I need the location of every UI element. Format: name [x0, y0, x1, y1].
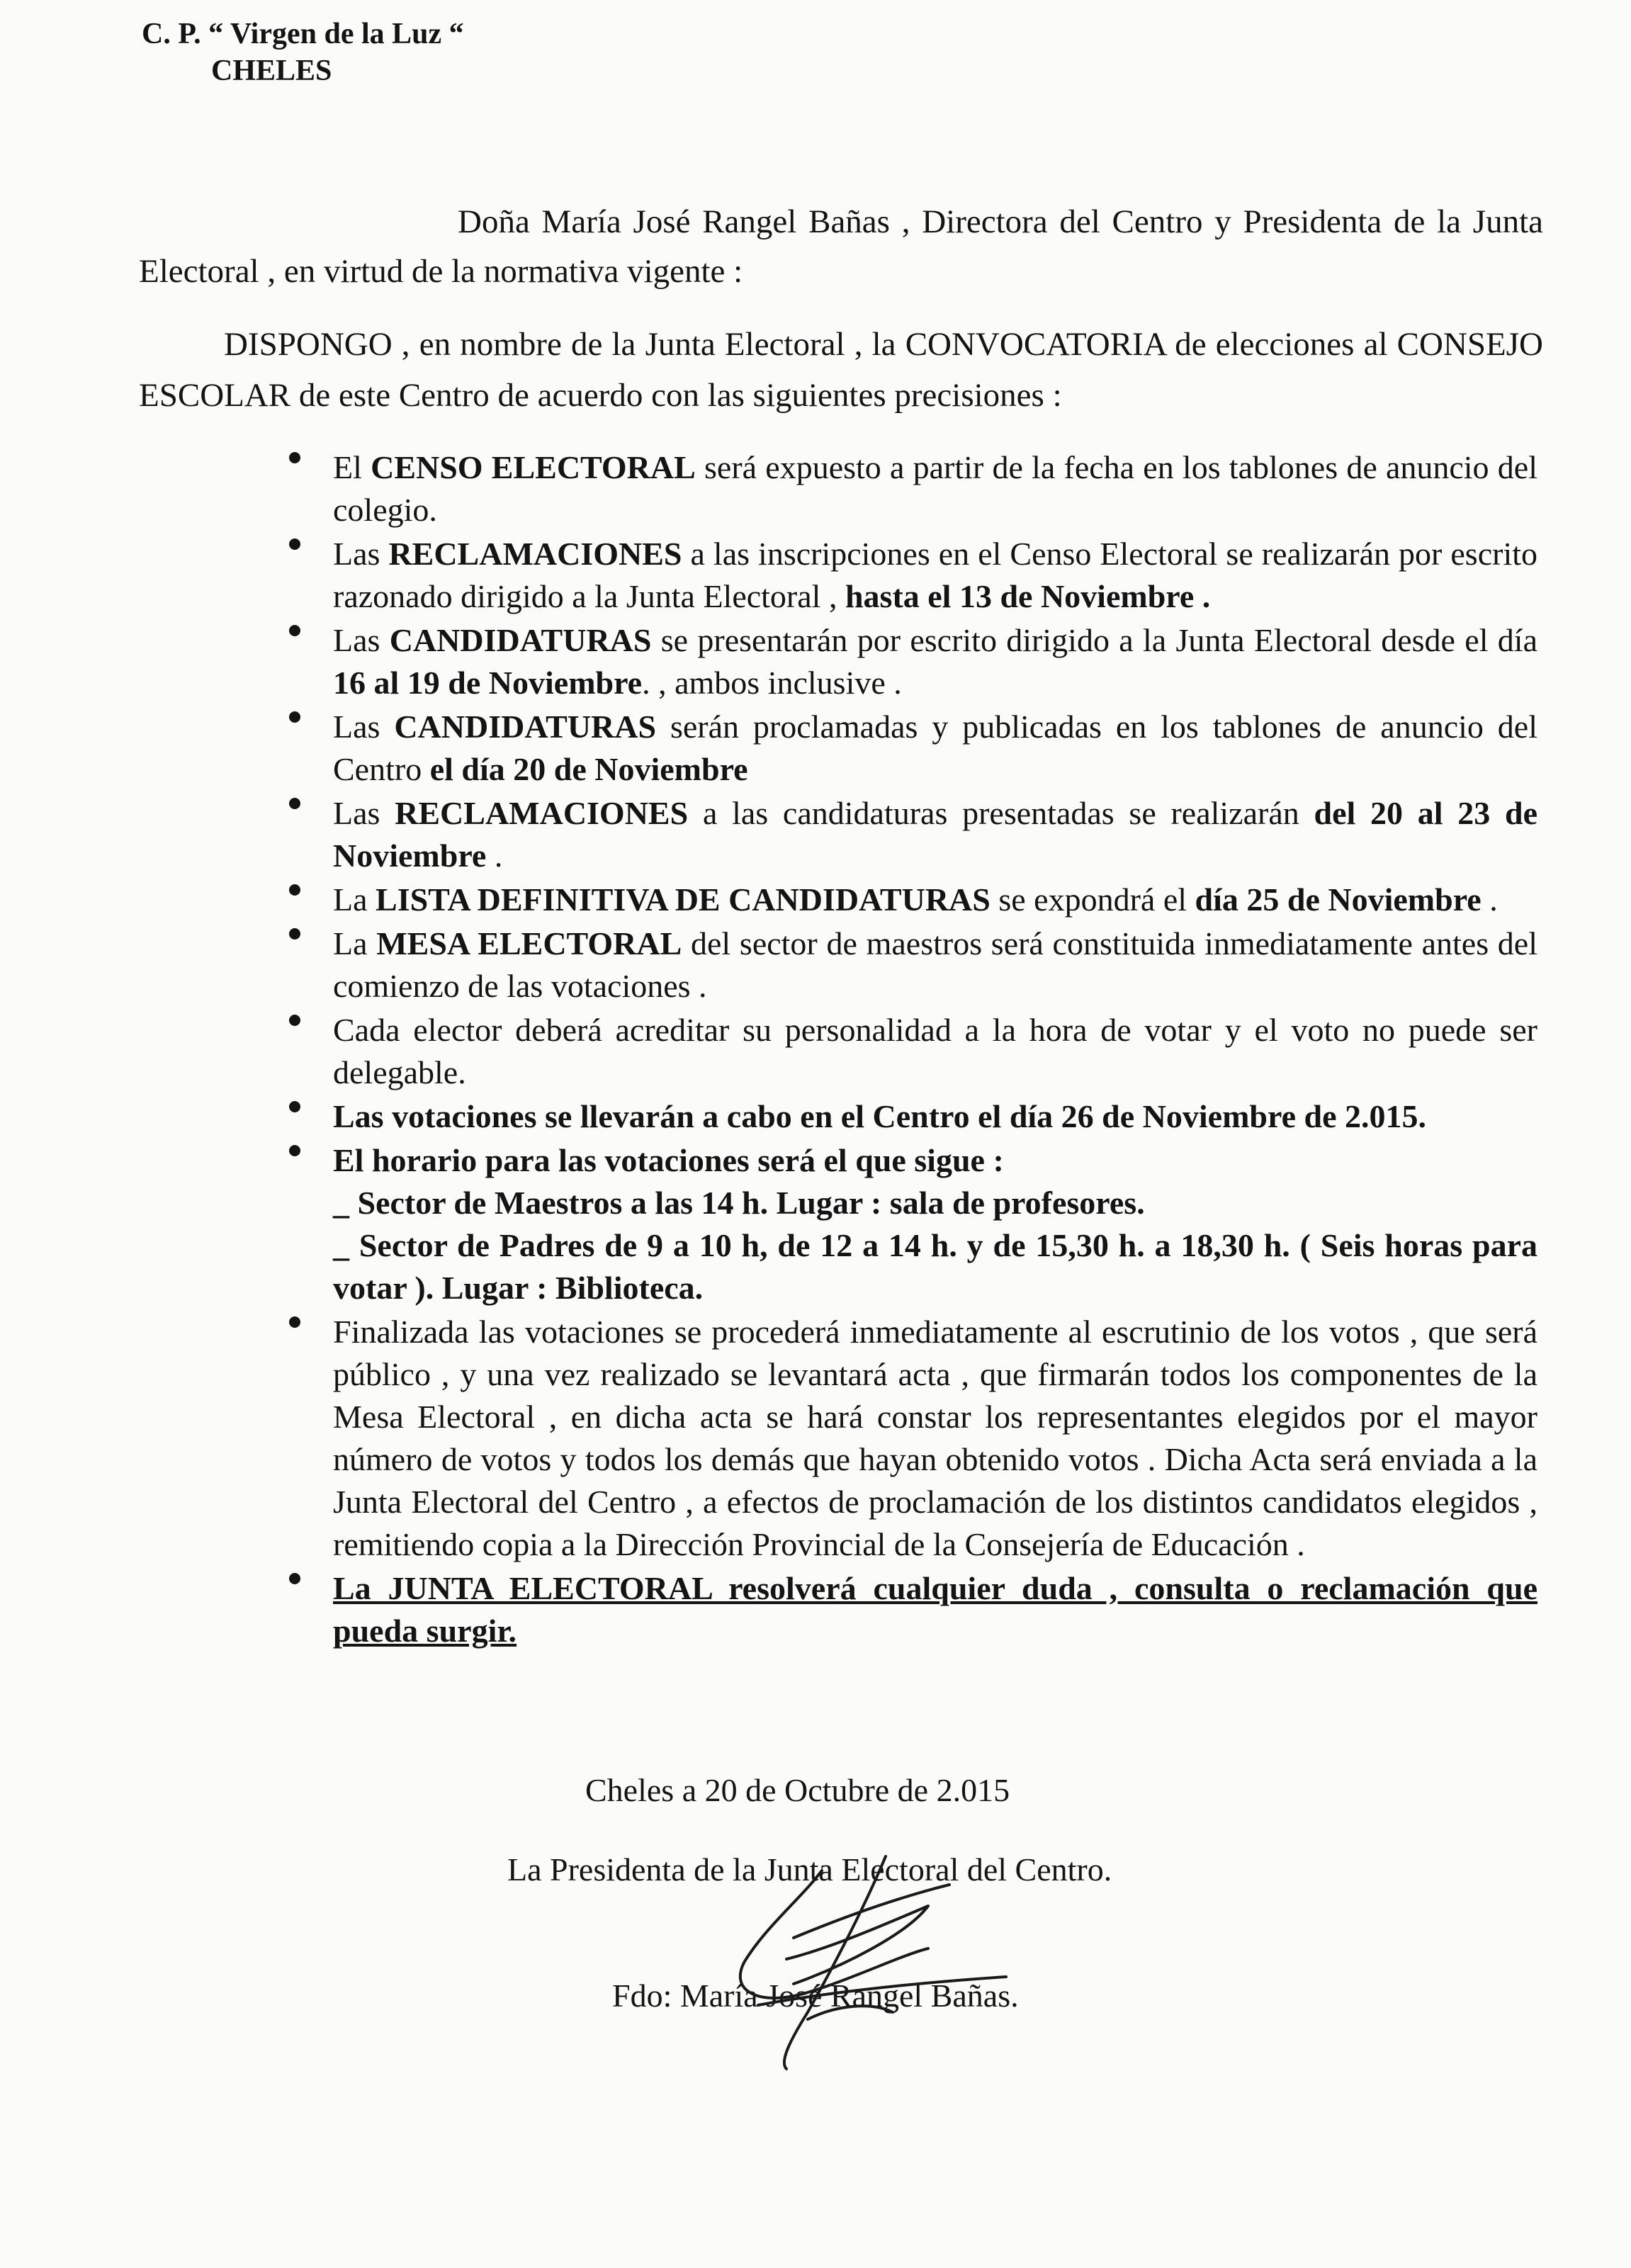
item-bold: CANDIDATURAS — [394, 709, 657, 745]
school-header — [142, 16, 464, 89]
dispongo-paragraph — [139, 319, 1543, 421]
list-item — [333, 706, 1537, 791]
town-name: CHELES — [211, 55, 332, 87]
intro-paragraph — [139, 197, 1543, 296]
item-text: Las — [333, 709, 395, 745]
bullet-icon — [289, 1573, 300, 1584]
item-bold: MESA ELECTORAL — [376, 925, 682, 961]
item-text: del sector de maestros será constituida inmediatamente antes del comienzo de las votaciones . — [333, 925, 1537, 1004]
intro-text: Doña María José Rangel Bañas , Directora del Centro y Presidenta de la Junta Electoral , en virtud de la normativa vigente : — [139, 203, 1543, 290]
item-text: Finalizada las votaciones se procederá inmediatamente al escrutinio de los votos , que será público , y una vez realizado se levantará acta , que firmarán todos los componentes de la Mesa Electoral , en dicha acta se hará constar los representantes elegidos por el mayor número de votos y todos los demás que hayan obtenido votos . Dicha Acta será enviada a la Junta Electoral del Centro , a efectos de proclamación de los distintos candidatos elegidos , remitiendo copia a la Dirección Provincial de la Consejería de Educación . — [333, 1314, 1537, 1562]
bullet-icon — [289, 1145, 300, 1156]
bullet-icon — [289, 538, 300, 550]
item-text: serán proclamadas y publicadas en los tablones de anuncio del Centro — [333, 709, 1537, 787]
list-item — [333, 1139, 1537, 1309]
bullet-icon — [289, 798, 300, 809]
list-item — [333, 792, 1537, 877]
list-item — [333, 1095, 1537, 1138]
item-bold: 16 al 19 de Noviembre — [333, 665, 643, 701]
item-text: Las — [333, 622, 390, 658]
list-item — [333, 619, 1537, 704]
item-text: La — [333, 881, 376, 918]
bullet-icon — [289, 452, 300, 463]
schedule-teachers: _ Sector de Maestros a las 14 h. Lugar : sala de profesores. — [333, 1185, 1145, 1221]
item-bold-underlined: La JUNTA ELECTORAL resolverá cualquier duda , consulta o reclamación que pueda surgir. — [333, 1570, 1537, 1649]
item-bold: El horario para las votaciones será el que sigue : — [333, 1142, 1004, 1178]
item-text: será expuesto a partir de la fecha en los tablones de anuncio del colegio. — [333, 449, 1537, 528]
item-text: se presentarán por escrito dirigido a la Junta Electoral desde el día — [651, 622, 1537, 658]
item-text: Las — [333, 536, 389, 572]
bullet-icon — [289, 625, 300, 636]
item-bold: Las votaciones se llevarán a cabo en el Centro el día 26 de Noviembre de 2.015. — [333, 1098, 1426, 1134]
item-bold: día 25 de Noviembre — [1195, 881, 1482, 918]
item-text: El — [333, 449, 371, 485]
schedule-parents: _ Sector de Padres de 9 a 10 h, de 12 a 14 h. y de 15,30 h. a 18,30 h. ( Seis horas para votar ). Lugar : Biblioteca. — [333, 1227, 1537, 1306]
signatory-name: Fdo: María José Rangel Bañas. — [612, 1978, 1019, 2014]
list-item — [333, 1009, 1537, 1094]
item-bold: CENSO ELECTORAL — [371, 449, 696, 485]
item-text: . — [1481, 881, 1498, 918]
list-item — [333, 923, 1537, 1008]
item-text: Cada elector deberá acreditar su personalidad a la hora de votar y el voto no puede ser delegable. — [333, 1012, 1537, 1090]
item-bold: hasta el 13 de Noviembre . — [837, 578, 1211, 614]
bullet-icon — [289, 1101, 300, 1112]
list-item — [333, 879, 1537, 921]
item-text: se expondrá el — [990, 881, 1195, 918]
place-date: Cheles a 20 de Octubre de 2.015 — [585, 1772, 1010, 1808]
item-text: a las candidaturas presentadas se realizarán — [688, 795, 1314, 831]
signatory-title: La Presidenta de la Junta Electoral del Centro. — [507, 1851, 1112, 1888]
school-name: C. P. “ Virgen de la Luz “ — [142, 18, 464, 50]
bullet-icon — [289, 711, 300, 723]
item-text: La — [333, 925, 377, 961]
bullet-icon — [289, 928, 300, 940]
item-text: a las inscripciones en el Censo Electoral se realizarán por escrito razonado dirigido a la Junta Electoral , — [333, 536, 1537, 614]
item-bold: LISTA DEFINITIVA DE CANDIDATURAS — [376, 881, 991, 918]
dispongo-text: DISPONGO , en nombre de la Junta Electoral , la CONVOCATORIA de elecciones al CONSEJO ESCOLAR de este Centro de acuerdo con las siguientes precisiones : — [139, 326, 1543, 414]
list-item — [333, 533, 1537, 618]
list-item — [333, 1311, 1537, 1566]
bullet-icon — [289, 884, 300, 896]
provisions-list — [333, 446, 1537, 1652]
item-bold: RECLAMACIONES — [395, 795, 689, 831]
item-bold: el día 20 de Noviembre — [429, 751, 748, 787]
item-text: . — [486, 837, 503, 874]
handwritten-signature — [716, 1842, 1013, 2076]
list-item — [333, 1567, 1537, 1652]
item-bold: RECLAMACIONES — [388, 536, 682, 572]
item-bold: del 20 al 23 de Noviembre — [333, 795, 1538, 874]
bullet-icon — [289, 1316, 300, 1328]
list-item — [333, 446, 1537, 531]
item-text: Las — [333, 795, 395, 831]
bullet-icon — [289, 1015, 300, 1026]
item-text: . , ambos inclusive . — [642, 665, 902, 701]
item-bold: CANDIDATURAS — [389, 622, 652, 658]
